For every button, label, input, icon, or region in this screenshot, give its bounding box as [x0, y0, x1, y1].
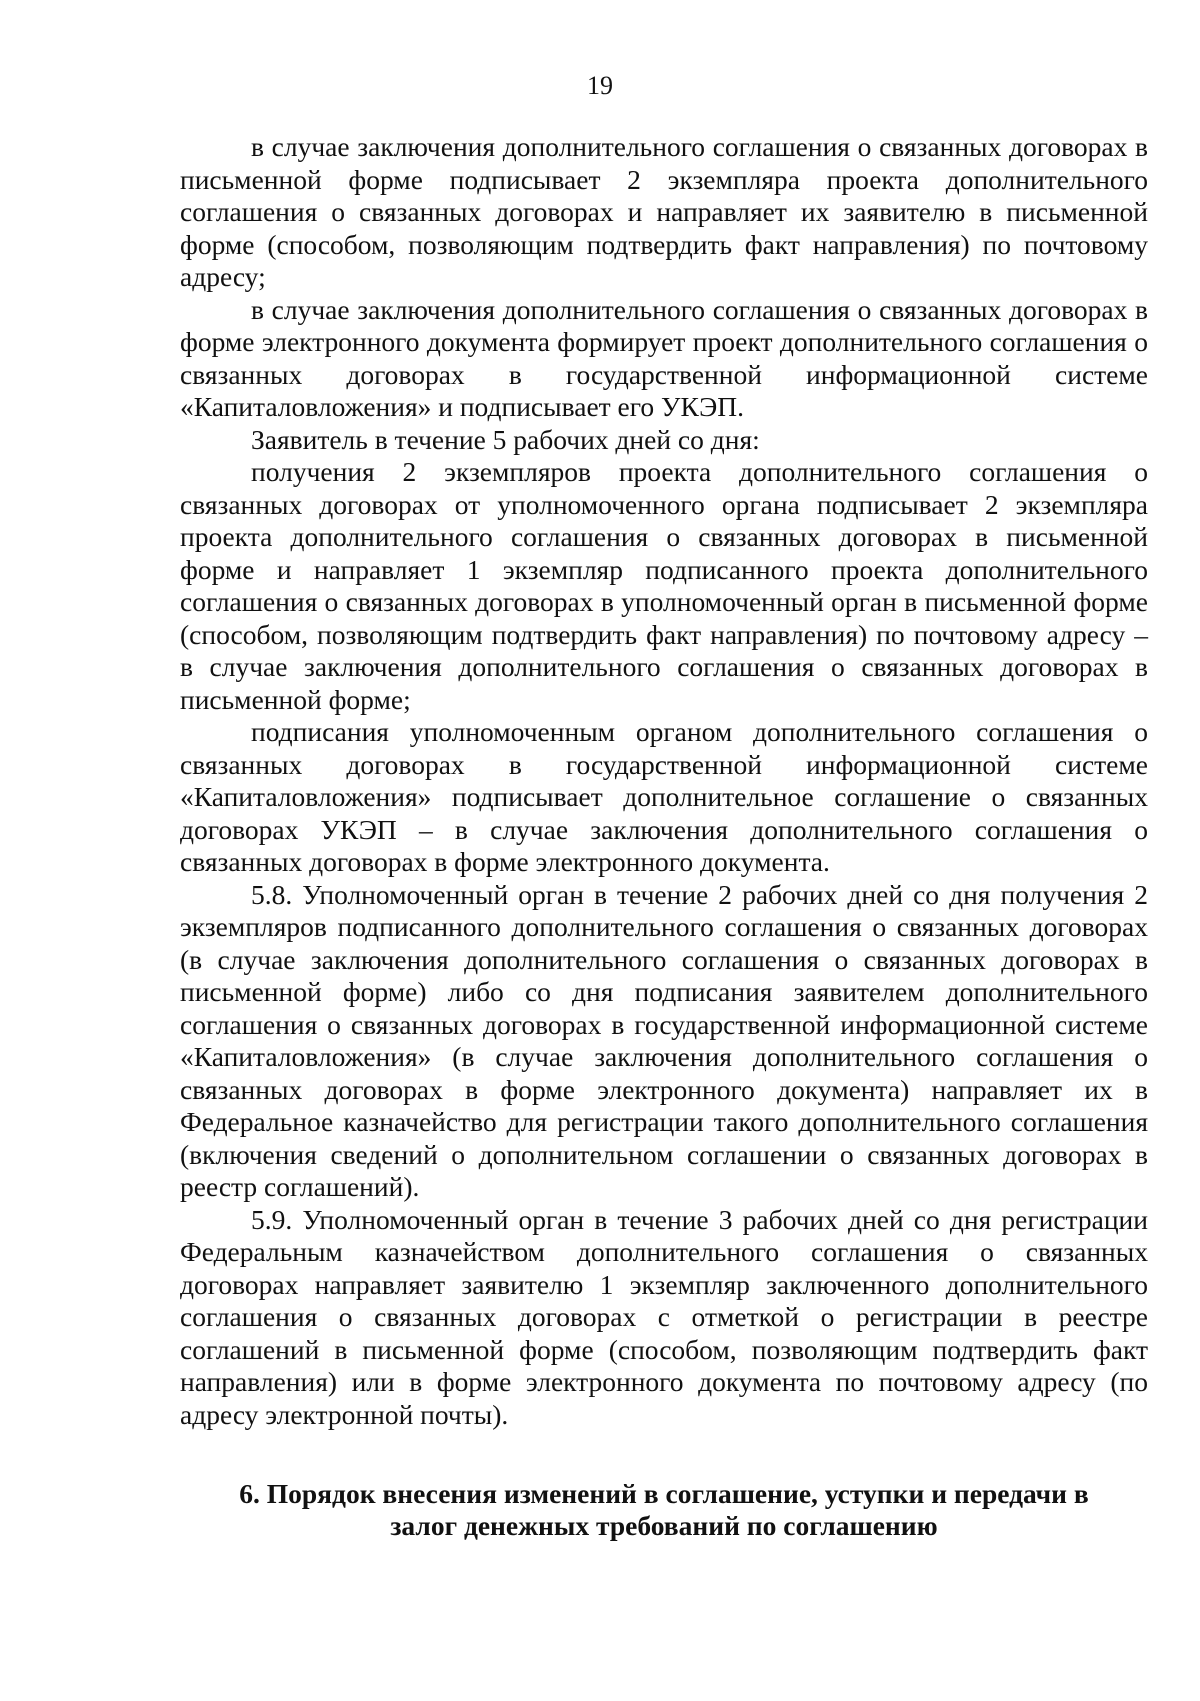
- section-heading-line-1: 6. Порядок внесения изменений в соглашение, уступки и передачи в: [239, 1478, 1089, 1509]
- paragraph-electronic-form-signing: в случае заключения дополнительного соглашения о связанных договорах в форме электронного документа формирует проект дополнительного соглашения о связанных договорах в государственной информационной системе «Капиталовложения» и подписывает его УКЭП.: [180, 293, 1148, 422]
- paragraph-applicant-deadline: Заявитель в течение 5 рабочих дней со дня:: [251, 423, 760, 455]
- section-heading: [180, 1478, 1148, 1542]
- paragraph-signing-by-authority: подписания уполномоченным органом дополнительного соглашения о связанных договорах в государственной информационной системе «Капиталовложения» подписывает дополнительное соглашение о связанных договорах УКЭП – в случае заключения дополнительного соглашения о связанных договорах в форме электронного документа.: [180, 716, 1148, 877]
- paragraph-clause-5-8: 5.8. Уполномоченный орган в течение 2 рабочих дней со дня получения 2 экземпляров подписанного дополнительного соглашения о связанных договорах (в случае заключения дополнительного соглашения о связанных договорах в письменной форме) либо со дня подписания заявителем дополнительного соглашения о связанных договорах в государственной информационной системе «Капиталовложения» (в случае заключения дополнительного соглашения о связанных договорах в форме электронного документа) направляет их в Федеральное казначейство для регистрации такого дополнительного соглашения (включения сведений о дополнительном соглашении о связанных договорах в реестр соглашений).: [180, 878, 1148, 1202]
- paragraph-written-form-signing: в случае заключения дополнительного соглашения о связанных договорах в письменной форме подписывает 2 экземпляра проекта дополнительного соглашения о связанных договорах и направляет их заявителю в письменной форме (способом, позволяющим подтвердить факт направления) по почтовому адресу;: [180, 131, 1148, 292]
- section-heading-line-2: залог денежных требований по соглашению: [390, 1510, 938, 1541]
- paragraph-clause-5-9: 5.9. Уполномоченный орган в течение 3 рабочих дней со дня регистрации Федеральным казначейством дополнительного соглашения о связанных договорах направляет заявителю 1 экземпляр заключенного дополнительного соглашения о связанных договорах с отметкой о регистрации в реестре соглашений в письменной форме (способом, позволяющим подтвердить факт направления) или в форме электронного документа по почтовому адресу (по адресу электронной почты).: [180, 1203, 1148, 1430]
- body-text: [180, 131, 1148, 1431]
- paragraph-receipt-of-copies: получения 2 экземпляров проекта дополнительного соглашения о связанных договорах от уполномоченного органа подписывает 2 экземпляра проекта дополнительного соглашения о связанных договорах в письменной форме и направляет 1 экземпляр подписанного проекта дополнительного соглашения о связанных договорах в уполномоченный орган в письменной форме (способом, позволяющим подтвердить факт направления) по почтовому адресу – в случае заключения дополнительного соглашения о связанных договорах в письменной форме;: [180, 456, 1148, 715]
- page-number: 19: [587, 71, 613, 100]
